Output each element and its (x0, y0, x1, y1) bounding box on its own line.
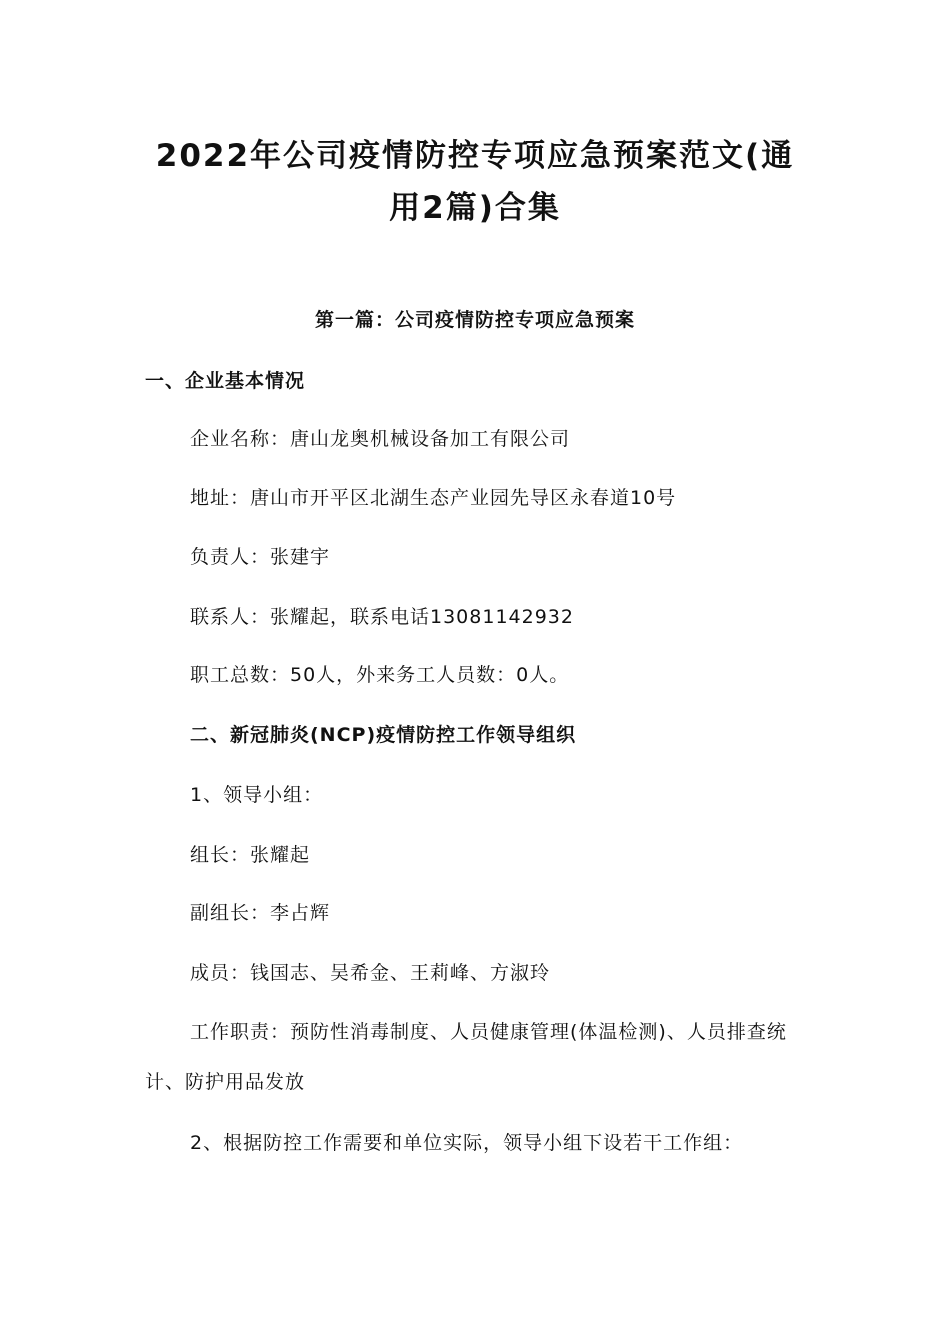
leader-line: 组长：张耀起 (190, 844, 311, 866)
section-title: 第一篇：公司疫情防控专项应急预案 (314, 309, 635, 331)
document-title: 2022年公司疫情防控专项应急预案范文(通用2篇)合集 (155, 138, 795, 226)
staff-count-line: 职工总数：50人，外来务工人员数：0人。 (190, 664, 570, 686)
company-name-line: 企业名称：唐山龙奥机械设备加工有限公司 (190, 428, 571, 450)
duties-paragraph: 工作职责：预防性消毒制度、人员健康管理(体温检测)、人员排查统计、防护用品发放 (145, 1021, 787, 1093)
heading-basic-info: 一、企业基本情况 (145, 370, 306, 392)
group-two-line: 2、根据防控工作需要和单位实际，领导小组下设若干工作组： (190, 1132, 744, 1154)
person-in-charge-line: 负责人：张建宇 (190, 546, 331, 568)
deputy-leader-line: 副组长：李占辉 (190, 902, 331, 924)
group-one-line: 1、领导小组： (190, 784, 324, 806)
heading-leadership: 二、新冠肺炎(NCP)疫情防控工作领导组织 (190, 724, 577, 746)
address-line: 地址：唐山市开平区北湖生态产业园先导区永春道10号 (190, 487, 677, 509)
members-line: 成员：钱国志、吴希金、王莉峰、方淑玲 (190, 962, 551, 984)
contact-line: 联系人：张耀起，联系电话13081142932 (190, 606, 574, 628)
